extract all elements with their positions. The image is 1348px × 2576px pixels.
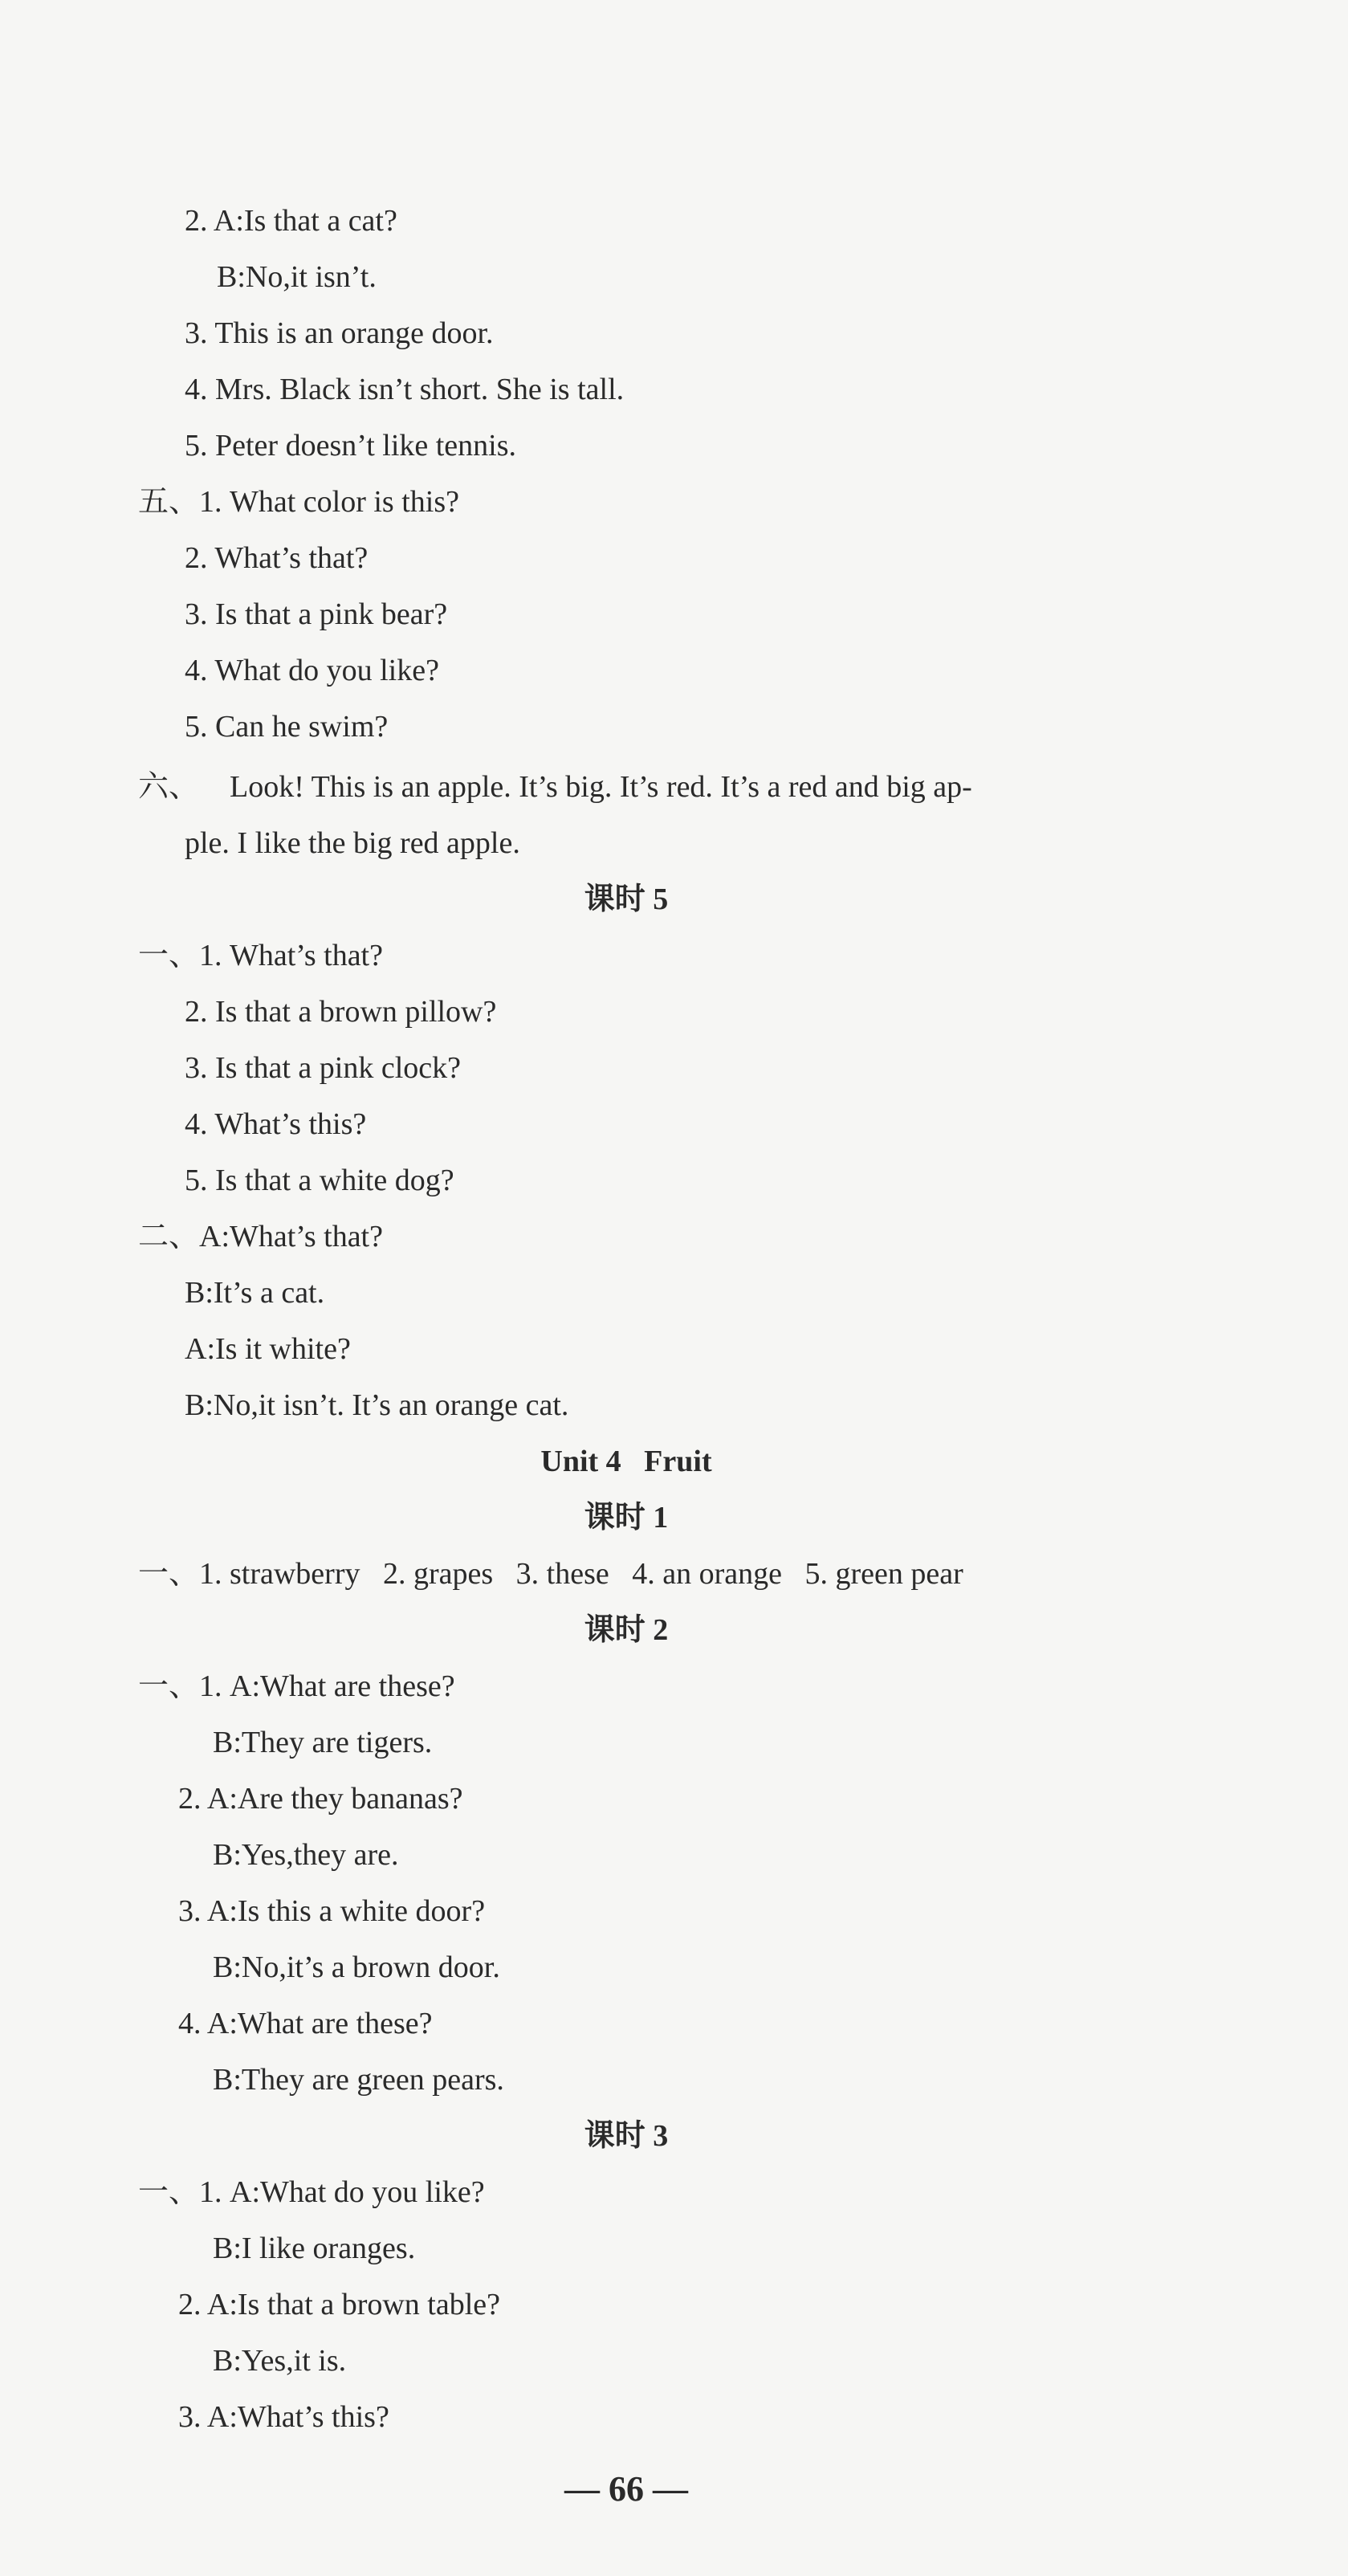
answer-line: 4. What’s this? [185, 1107, 367, 1141]
answer-line: 2. What’s that? [185, 541, 369, 575]
answer-line: B:Yes,they are. [213, 1838, 399, 1872]
lesson-heading: 课时 3 [584, 2119, 669, 2153]
lesson-heading: 课时 5 [584, 882, 669, 916]
answer-line: B:They are tigers. [213, 1726, 433, 1759]
answer-line: 3. A:What’s this? [178, 2400, 389, 2434]
answer-line: 五、1. What color is this? [138, 485, 459, 519]
answer-line: 4. What do you like? [185, 654, 439, 687]
answer-line: 一、1. A:What are these? [138, 1669, 455, 1703]
answer-line: 5. Can he swim? [185, 710, 389, 744]
answer-line: 2. A:Is that a cat? [185, 204, 397, 238]
answer-line: 5. Peter doesn’t like tennis. [185, 429, 517, 463]
lesson-heading: 课时 1 [584, 1501, 669, 1535]
answer-line: 3. This is an orange door. [185, 316, 494, 350]
answer-line: 5. Is that a white dog? [185, 1164, 454, 1197]
answer-line: 4. Mrs. Black isn’t short. She is tall. [185, 373, 625, 406]
answer-line: B:They are green pears. [213, 2063, 504, 2097]
answer-line: 4. A:What are these? [178, 2007, 433, 2040]
answer-line: B:No,it’s a brown door. [213, 1950, 500, 1984]
answer-line: 一、1. A:What do you like? [138, 2175, 485, 2209]
answer-line: A:Is it white? [185, 1332, 351, 1366]
answer-line: 六、 Look! This is an apple. It’s big. It’s red. It’s a red and big ap- [138, 770, 972, 804]
answer-line: B:I like oranges. [213, 2232, 416, 2265]
answer-line: B:It’s a cat. [185, 1276, 325, 1310]
answer-line: B:Yes,it is. [213, 2344, 347, 2378]
answer-line: 二、A:What’s that? [138, 1220, 383, 1253]
unit-heading: Unit 4 Fruit [540, 1445, 712, 1478]
answer-line: 2. Is that a brown pillow? [185, 995, 497, 1029]
lesson-heading: 课时 2 [584, 1613, 669, 1647]
answer-line: ple. I like the big red apple. [185, 826, 520, 860]
page-number: — 66 — [564, 2469, 688, 2509]
answer-line: 2. A:Are they bananas? [178, 1782, 463, 1816]
answer-line: 3. Is that a pink clock? [185, 1051, 462, 1085]
answer-line: 3. A:Is this a white door? [178, 1894, 486, 1928]
answer-line: 3. Is that a pink bear? [185, 597, 448, 631]
answer-line: B:No,it isn’t. [217, 260, 377, 294]
answer-line: 一、1. What’s that? [138, 939, 383, 972]
answer-line: B:No,it isn’t. It’s an orange cat. [185, 1388, 569, 1422]
answer-line: 2. A:Is that a brown table? [178, 2288, 501, 2321]
answer-line: 一、1. strawberry 2. grapes 3. these 4. an orange 5. green pear [138, 1557, 963, 1591]
